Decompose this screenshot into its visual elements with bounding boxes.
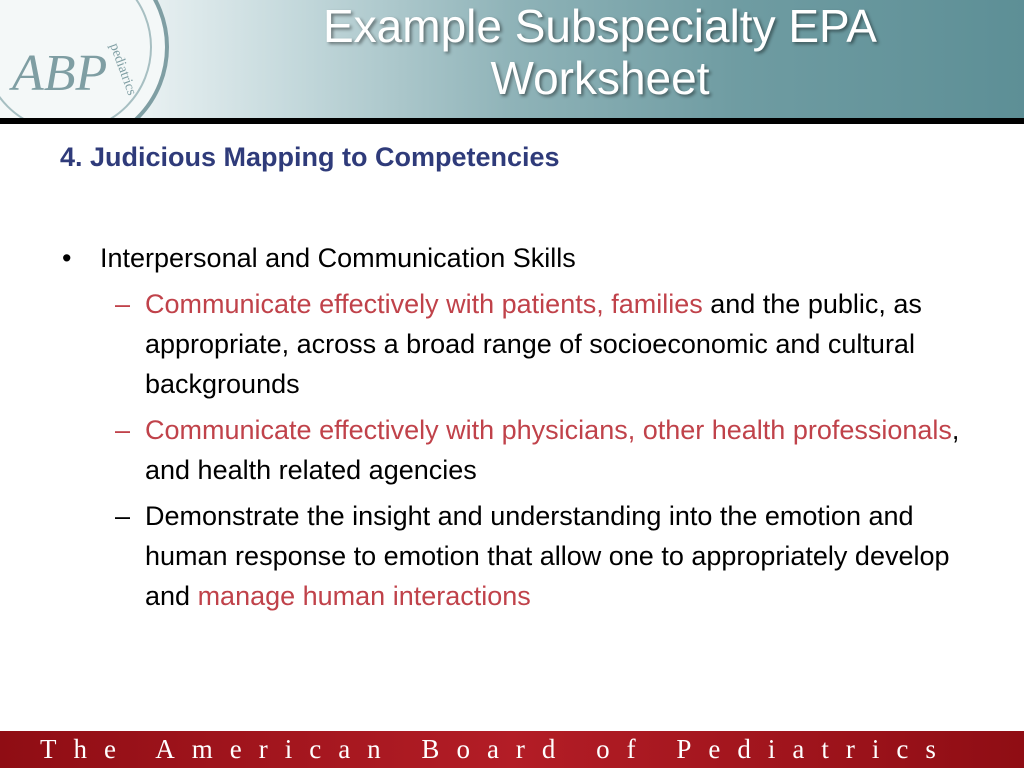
footer-organization-name: The American Board of Pediatrics (40, 734, 953, 764)
sub-item-highlight: manage human interactions (197, 581, 531, 611)
seal-text: pediatrics (106, 41, 139, 98)
bullet-text: Interpersonal and Communication Skills (100, 243, 576, 273)
sub-item-dash: – (115, 289, 131, 319)
slide-content (60, 238, 960, 616)
sub-item-highlight: Communicate effectively with patients, families (145, 289, 703, 319)
title-line-2: Worksheet (490, 52, 710, 104)
bullet-item (60, 238, 960, 278)
sub-item-text: and the public, as appropriate, across a broad range of socioeconomic and cultural backgrounds (145, 289, 922, 399)
sub-item-highlight: Communicate effectively with physicians, other health professionals (145, 415, 952, 445)
slide-title (190, 0, 1010, 104)
title-line-1: Example Subspecialty EPA (323, 0, 877, 52)
sub-item-1 (60, 284, 960, 404)
section-heading: 4. Judicious Mapping to Competencies (60, 142, 560, 172)
sub-item-2 (60, 410, 960, 490)
sub-item-text: Demonstrate the insight and understanding into the emotion and human response to emotion that allow one to appropriately develop and (145, 501, 950, 611)
sub-item-text: , and health related agencies (145, 415, 960, 485)
sub-item-dash: – (115, 415, 131, 445)
sub-item-dash: – (115, 501, 131, 531)
header-banner (0, 0, 1024, 118)
sub-item-3 (60, 496, 960, 616)
header-divider (0, 118, 1024, 124)
bullet-marker: • (62, 243, 72, 273)
footer-bar (0, 731, 1024, 768)
abp-seal-logo (0, 0, 175, 118)
seal-monogram: ABP (12, 45, 108, 102)
